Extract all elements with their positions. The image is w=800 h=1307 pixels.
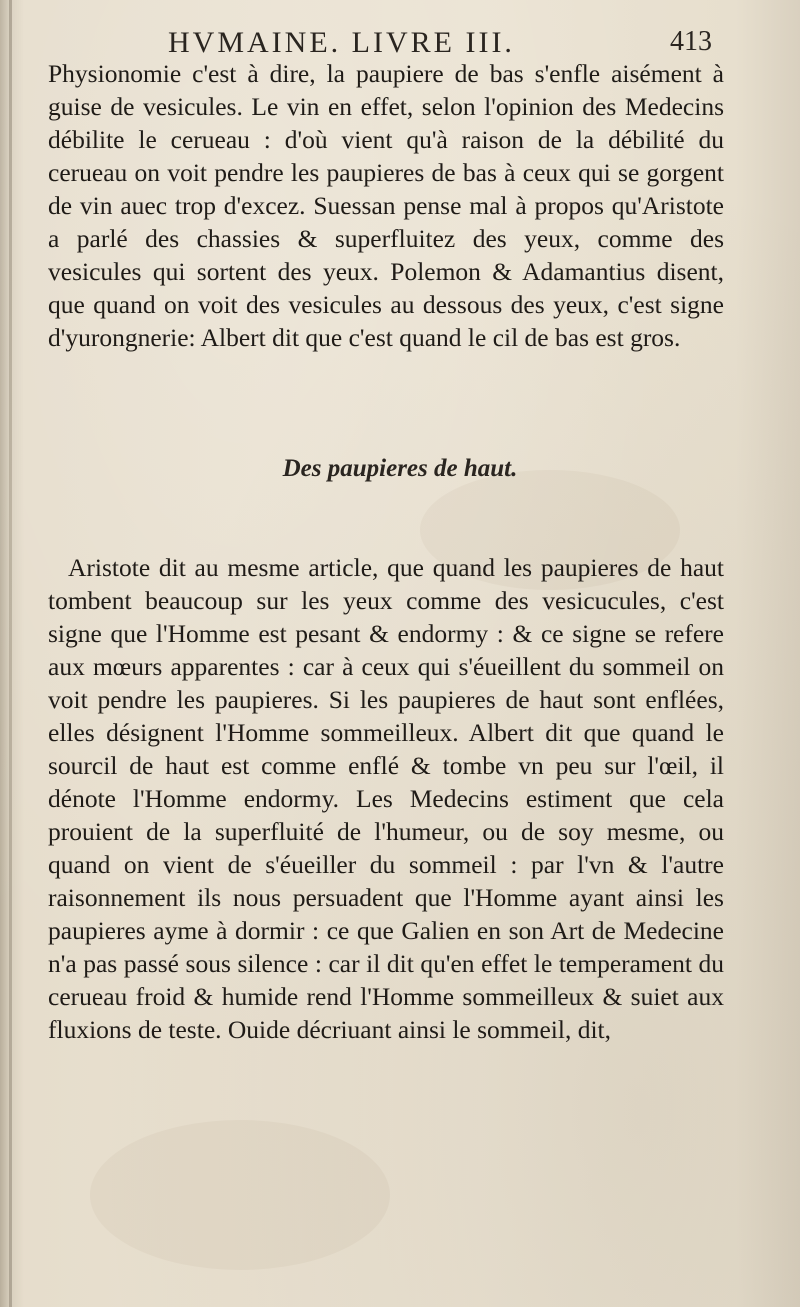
running-title: HVMAINE. LIVRE III. bbox=[168, 26, 515, 59]
text-block-bottom bbox=[48, 551, 724, 1046]
binding-gutter bbox=[9, 0, 12, 1307]
section-heading: Des paupieres de haut. bbox=[282, 455, 518, 482]
page-number: 413 bbox=[670, 26, 712, 57]
paragraph: Aristote dit au mesme article, que quand les paupieres de haut tombent beaucoup sur les yeux comme des vesicucules, c'est signe que l'Homme est pesant & endormy : & ce signe se refere aux mœurs apparentes : car à ceux qui s'éueillent du sommeil on voit pendre les paupieres. Si les paupieres de haut sont enflées, elles désignent l'Homme sommeilleux. Albert dit que quand le sourcil de haut est comme enflé & tombe vn peu sur l'œil, il dénote l'Homme endormy. Les Medecins estiment que cela prouient de la superfluité de l'humeur, ou de soy mesme, ou quand on vient de s'éueiller du sommeil : par l'vn & l'autre raisonnement ils nous persuadent que l'Homme ayant ainsi les paupieres ayme à dormir : ce que Galien en son Art de Medecine n'a pas passé sous silence : car il dit qu'en effet le temperament du cerueau froid & humide rend l'Homme sommeilleux & suiet aux fluxions de teste. Ouide décriuant ainsi le sommeil, dit, bbox=[48, 553, 724, 1044]
text-block-top bbox=[48, 57, 724, 354]
paragraph: Physionomie c'est à dire, la paupiere de bas s'enfle aisément à guise de vesicules. Le vin en effet, selon l'opinion des Medecins débilite le cerueau : d'où vient qu'à raison de la débilité du cerueau on voit pendre les paupieres de bas à ceux qui se gorgent de vin auec trop d'excez. Suessan pense mal à propos qu'Aristote a parlé des chassies & superfluitez des yeux, comme des vesicules qui sortent des yeux. Polemon & Adamantius disent, que quand on voit des vesicules au dessous des yeux, c'est signe d'yurongnerie: Albert dit que c'est quand le cil de bas est gros. bbox=[48, 59, 724, 352]
paper-stain bbox=[90, 1120, 390, 1270]
